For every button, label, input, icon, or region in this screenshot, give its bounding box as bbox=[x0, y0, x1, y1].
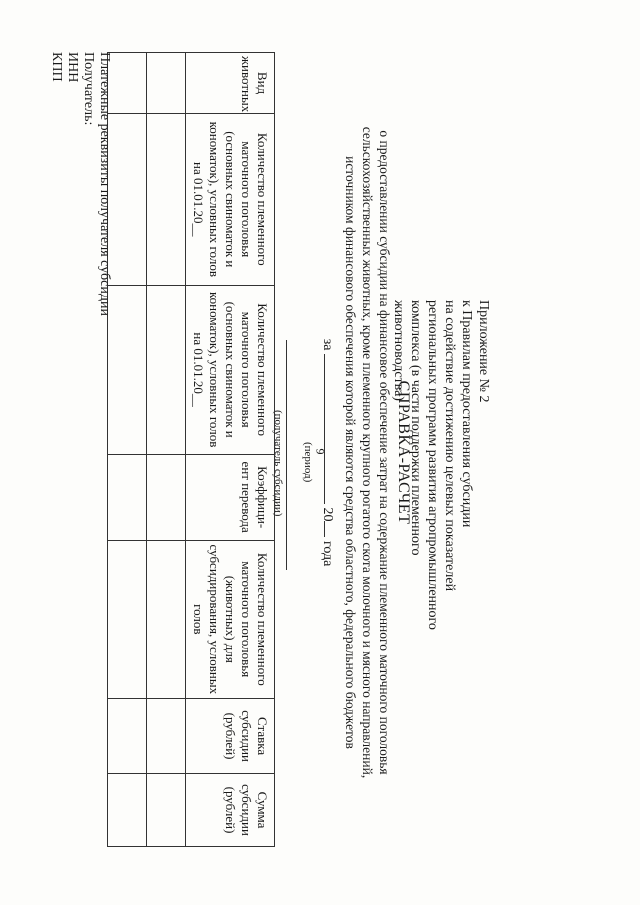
appendix-line: комплекса (в части поддержки племенного bbox=[408, 300, 423, 556]
table-cell bbox=[108, 454, 147, 540]
table-cell bbox=[108, 540, 147, 699]
header-subsidy-rate: Ставка субсидии (рублей) bbox=[186, 699, 275, 774]
period-caption: (период) bbox=[302, 442, 314, 483]
subtitle-line: о предоставлении субсидии на финансовое обеспечение затрат на содержание племенного маточного поголовья bbox=[377, 130, 392, 775]
table-cell bbox=[108, 699, 147, 774]
table-cell bbox=[108, 114, 147, 285]
table-cell bbox=[147, 540, 186, 699]
payment-requisites bbox=[48, 52, 112, 316]
appendix-line: региональных программ развития агропромышленного bbox=[425, 300, 440, 630]
header-subsidy-amount: Сумма субсидии (рублей) bbox=[186, 774, 275, 847]
document-title: СПРАВКА-РАСЧЕТ bbox=[395, 380, 412, 525]
document-subtitle bbox=[342, 0, 393, 905]
subtitle-line: источником финансового обеспечения которой являются средства областного, федерального бюджетов bbox=[343, 156, 358, 749]
table-cell bbox=[108, 53, 147, 114]
table-cell bbox=[108, 285, 147, 454]
period-suffix: года bbox=[320, 540, 335, 567]
requisites-inn: ИНН bbox=[65, 52, 80, 83]
table-cell bbox=[147, 285, 186, 454]
requisites-kpp: КПП bbox=[49, 52, 64, 82]
table-cell bbox=[147, 454, 186, 540]
subsidy-calculation-table bbox=[107, 52, 275, 847]
appendix-line: к Правилам предоставления субсидии bbox=[459, 300, 474, 528]
subtitle-line: сельскохозяйственных животных, кроме племенного крупного рогатого скота молочного и мясного направлений, bbox=[360, 126, 375, 779]
requisites-recipient: Получатель: bbox=[81, 52, 96, 126]
appendix-line: на содействие достижению целевых показателей bbox=[442, 300, 457, 592]
table-cell bbox=[147, 53, 186, 114]
page-number: 9 bbox=[313, 448, 328, 455]
header-subsidized-count: Количество племенного маточного поголовья (животных) для субсидирования, условных голов bbox=[186, 540, 275, 699]
period-prefix: за bbox=[320, 338, 335, 351]
header-conversion-coefficient: Коэффици-ент перевода bbox=[186, 454, 275, 540]
table-cell bbox=[147, 114, 186, 285]
header-animal-type: Вид животных bbox=[186, 53, 275, 114]
requisites-heading: Платежные реквизиты получателя субсидии bbox=[97, 52, 112, 316]
year-prefix: 20 bbox=[320, 507, 335, 522]
appendix-line: животноводства) bbox=[391, 300, 406, 401]
table-cell bbox=[147, 699, 186, 774]
period-row bbox=[319, 0, 335, 905]
appendix-line: Приложение № 2 bbox=[476, 300, 491, 403]
table-cell bbox=[108, 774, 147, 847]
recipient-blank bbox=[286, 340, 288, 570]
recipient-caption: (получатель субсидии) bbox=[272, 410, 284, 517]
year-blank bbox=[324, 521, 325, 537]
header-livestock-count-1: Количество племенного маточного поголовья (основных свиноматок и кономаток), условных голов на 01.01.20__ bbox=[186, 114, 275, 285]
table-header-row bbox=[186, 53, 275, 847]
table-cell bbox=[147, 774, 186, 847]
table-row bbox=[147, 53, 186, 847]
table-row bbox=[108, 53, 147, 847]
period-blank bbox=[324, 354, 325, 504]
header-livestock-count-2: Количество племенного маточного поголовья (основных свиноматок и кономаток), условных голов на 01.01.20__ bbox=[186, 285, 275, 454]
